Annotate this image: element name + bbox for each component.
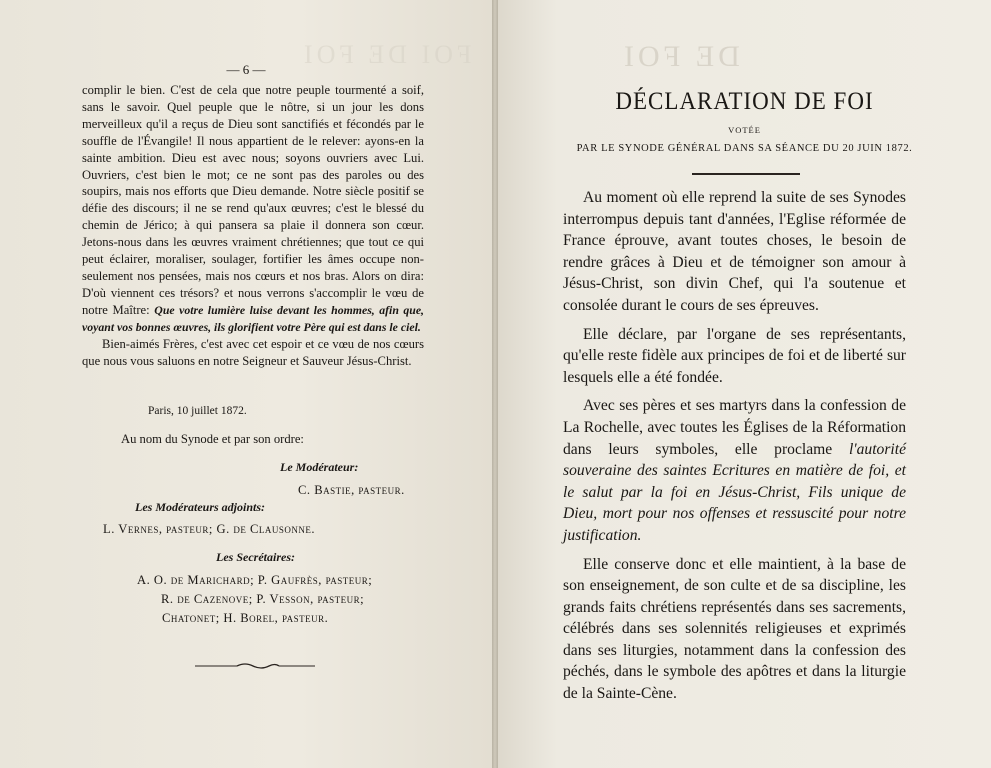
- moderateur-name: C. Bastie, pasteur.: [298, 483, 405, 497]
- left-body-text: [82, 82, 424, 369]
- declaration-title: DÉCLARATION DE FOI: [615, 86, 874, 115]
- bleed-through-left: FOI DE FOI: [300, 40, 472, 69]
- right-paragraph-2: Elle déclare, par l'organe de ses représentants, qu'elle reste fidèle aux principes de foi et de liberté sur lesquels elle a été fondée.: [563, 325, 906, 386]
- adjoints-names: L. Vernes, pasteur; G. de Clausonne.: [103, 522, 316, 536]
- secretaires-line-1: A. O. de Marichard; P. Gaufrès, pasteur;: [137, 573, 373, 587]
- confession-italic: l'autorité souveraine des saintes Ecritures en matière de foi, et le salut par la foi en Jésus-Christ, Fils unique de Dieu, mort pour nos offenses et ressuscité pour notre justification.: [563, 440, 906, 544]
- right-paragraph-3: [563, 395, 906, 546]
- votee-label: VOTÉE: [728, 125, 761, 135]
- title-rule: [692, 173, 800, 175]
- right-paragraph-4: Elle conserve donc et elle maintient, à la base de son enseignement, de son culte et de sa discipline, les grands faits chrétiens représentés dans ses sacrements, célébrés dans ses solennités religieuses et exprimés dans ses liturgies, notamment dans la confession des péchés, dans le symbole des apôtres et dans la liturgie de la Sainte-Cène.: [563, 555, 906, 703]
- au-nom-line: Au nom du Synode et par son ordre:: [121, 432, 304, 446]
- right-body-text: [563, 187, 906, 712]
- moderateur-label: Le Modérateur:: [280, 460, 359, 474]
- secretaires-label: Les Secrétaires:: [216, 550, 295, 564]
- ornament-divider: [195, 662, 315, 670]
- right-paragraph-1: Au moment où elle reprend la suite de ses Synodes interrompus depuis tant d'années, l'Eglise réformée de France éprouve, avant toutes choses, le besoin de rendre grâces à Dieu et de témoigner son amour à Jésus-Christ, son divin Chef, qui l'a soutenue et consolée durant le cours de ses épreuves.: [563, 189, 906, 314]
- bleed-through-right: DE FOI: [620, 40, 740, 73]
- gospel-quote: Que votre lumière luise devant les hommes, afin que, voyant vos bonnes œuvres, ils glorifient votre Père qui est dans le ciel.: [82, 302, 425, 334]
- synode-line: PAR LE SYNODE GÉNÉRAL DANS SA SÉANCE DU 20 JUIN 1872.: [576, 143, 913, 154]
- adjoints-label: Les Modérateurs adjoints:: [135, 500, 266, 514]
- page-number: — 6 —: [226, 62, 266, 77]
- left-paragraph-1-text: complir le bien. C'est de cela que notre peuple tourmenté a soif, sans le savoir. Quel peuple que le nôtre, si un jour les dons merveilleux qu'il a reçus de Dieu sont sanctifiés et fécondés par le souffle de l'Évangile! Il nous appartient de le relever: ayons-en la sainte ambition. Dieu est avec nous; soyons ouvriers avec Lui. Ouvriers, c'est bien le mot; ce ne sont pas des paroles ou des soupirs, mais nos efforts que Dieu demande. Notre siècle positif se défie des discours; il ne se rend qu'aux œuvres; c'est le blessé du chemin de Jérico; à qui pansera sa plaie il donnera son cœur. Jetons-nous dans les œuvres vraiment chrétiennes; que tout ce qui peut éclairer, moraliser, soulager, fortifier les âmes occupe non-seulement nos pensées, mais nos cœurs et nos bras. Alors on dira: D'où viennent ces trésors? et nous verrons s'accomplir le vœu de notre Maître:: [82, 83, 424, 317]
- left-paragraph-2: Bien-aimés Frères, c'est avec cet espoir et ce vœu de nos cœurs que nous vous saluons en notre Seigneur et Sauveur Jésus-Christ.: [82, 336, 424, 368]
- secretaires-line-2: R. de Cazenove; P. Vesson, pasteur;: [161, 592, 365, 606]
- secretaires-line-3: Chatonet; H. Borel, pasteur.: [162, 611, 329, 625]
- left-paragraph-1: [82, 82, 424, 336]
- right-paragraph-3-start: Avec ses pères et ses martyrs dans la confession de La Rochelle, avec toutes les Églises de la Réformation dans leurs symboles, elle proclame: [563, 397, 906, 458]
- date-line: Paris, 10 juillet 1872.: [148, 405, 247, 417]
